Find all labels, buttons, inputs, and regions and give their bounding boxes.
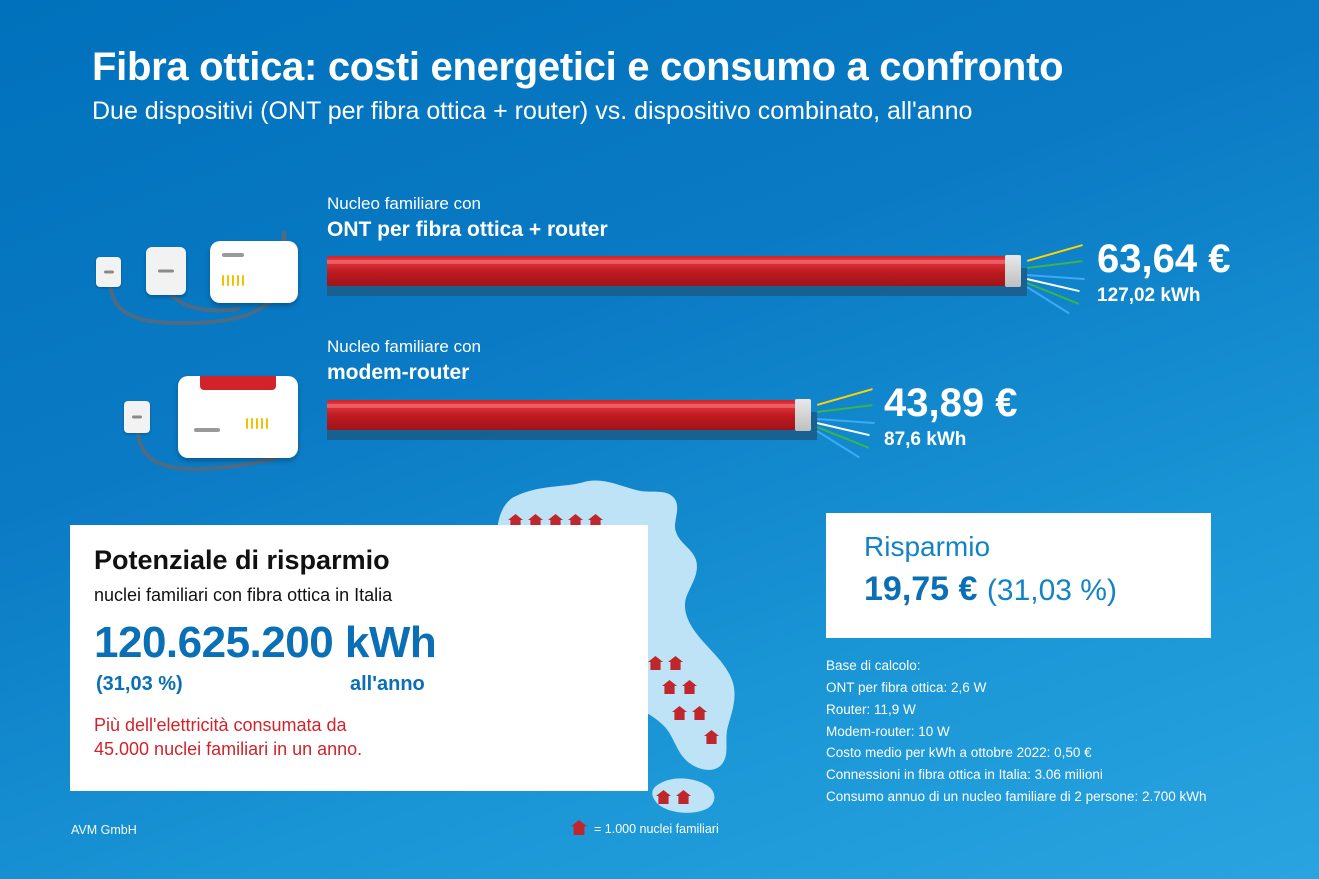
row1-label-small: Nucleo familiare con (327, 194, 482, 213)
device-art-ont-router (88, 225, 308, 335)
cable-ferrule-2 (795, 399, 811, 431)
cable-tube-1 (327, 256, 1005, 286)
page-subtitle: Due dispositivi (ONT per fibra ottica + router) vs. dispositivo combinato, all'anno (92, 97, 973, 125)
adapter-slot-icon (158, 270, 174, 273)
cable-ferrule-1 (1005, 255, 1021, 287)
row1-cost: 63,64 € (1097, 237, 1231, 281)
wall-socket-small (96, 257, 121, 287)
row2-cost: 43,89 € (884, 381, 1018, 425)
credit-avm: AVM GmbH (71, 823, 137, 837)
savings-panel-percent: (31,03 %) (96, 673, 183, 695)
savings-panel-subheading: nuclei familiari con fibra ottica in Italia (94, 585, 393, 605)
row2-label-small: Nucleo familiare con (327, 337, 482, 356)
house-icon (668, 656, 683, 670)
savings-panel (70, 525, 648, 791)
risparmio-title: Risparmio (864, 531, 991, 562)
fiber-strand (1027, 260, 1083, 269)
savings-panel-heading: Potenziale di risparmio (94, 545, 390, 575)
row2-energy: 87,6 kWh (884, 429, 967, 450)
risparmio-percent: (31,03 %) (986, 574, 1117, 607)
savings-panel-value: 120.625.200 kWh (94, 618, 437, 667)
risparmio-value-row (864, 570, 1117, 609)
bar-ont-router (327, 256, 1027, 290)
socket-slot-icon (104, 271, 114, 274)
bar-modem-router (327, 400, 817, 434)
row1-energy: 127,02 kWh (1097, 285, 1201, 306)
savings-panel-note (94, 713, 362, 762)
calc-line: Costo medio per kWh a ottobre 2022: 0,50 € (826, 745, 1092, 761)
savings-note-line1: Più dell'elettricità consumata da (94, 715, 347, 735)
row-label-ont-router (327, 193, 608, 243)
house-icon (571, 820, 587, 838)
ont-adapter (146, 247, 186, 295)
calc-line: Connessioni in fibra ottica in Italia: 3.06 milioni (826, 767, 1103, 783)
modem-router-grey-bar-icon (194, 428, 220, 432)
house-icon (676, 790, 691, 804)
risparmio-value: 19,75 € (864, 570, 978, 608)
fiber-strand (1027, 244, 1083, 262)
row-label-modem-router (327, 336, 481, 386)
calc-line: Consumo annuo di un nucleo familiare di 2 persone: 2.700 kWh (826, 789, 1207, 805)
calculation-basis (826, 655, 1296, 808)
house-icon (692, 706, 707, 720)
calc-line: Router: 11,9 W (826, 701, 916, 717)
header (92, 44, 1242, 126)
device-art-modem-router (118, 368, 318, 488)
calc-heading: Base di calcolo: (826, 658, 921, 673)
map-legend (571, 820, 719, 838)
cable-bar-2 (327, 400, 817, 434)
modem-router-red-top (200, 376, 276, 390)
house-icon (704, 730, 719, 744)
modem-router-leds-icon (246, 418, 268, 429)
cable-tube-2 (327, 400, 795, 430)
cable-bar-1 (327, 256, 1027, 290)
calc-line: Modem-router: 10 W (826, 723, 950, 739)
calc-line: ONT per fibra ottica: 2,6 W (826, 679, 987, 695)
risparmio-panel (826, 513, 1211, 638)
legend-text: = 1.000 nuclei familiari (594, 822, 719, 836)
fiber-strands-2 (817, 400, 887, 460)
router-grey-bar-icon (222, 253, 244, 257)
fiber-strand (817, 404, 873, 413)
value-modem-router (884, 383, 1017, 451)
modem-router-device (178, 376, 298, 458)
socket-slot-icon (132, 416, 142, 419)
house-icon (656, 790, 671, 804)
router-device (210, 241, 298, 303)
row1-label-big: ONT per fibra ottica + router (327, 217, 608, 241)
page-title: Fibra ottica: costi energetici e consumo a confronto (92, 45, 1064, 89)
house-icon (682, 680, 697, 694)
row2-label-big: modem-router (327, 360, 470, 384)
savings-note-line2: 45.000 nuclei familiari in un anno. (94, 739, 363, 760)
savings-panel-peryear: all'anno (350, 673, 425, 695)
router-leds-icon (222, 275, 244, 286)
house-icon (672, 706, 687, 720)
fiber-strand (817, 388, 873, 406)
fiber-strands-1 (1027, 256, 1097, 316)
wall-socket-small-2 (124, 401, 150, 433)
value-ont-router (1097, 239, 1230, 307)
